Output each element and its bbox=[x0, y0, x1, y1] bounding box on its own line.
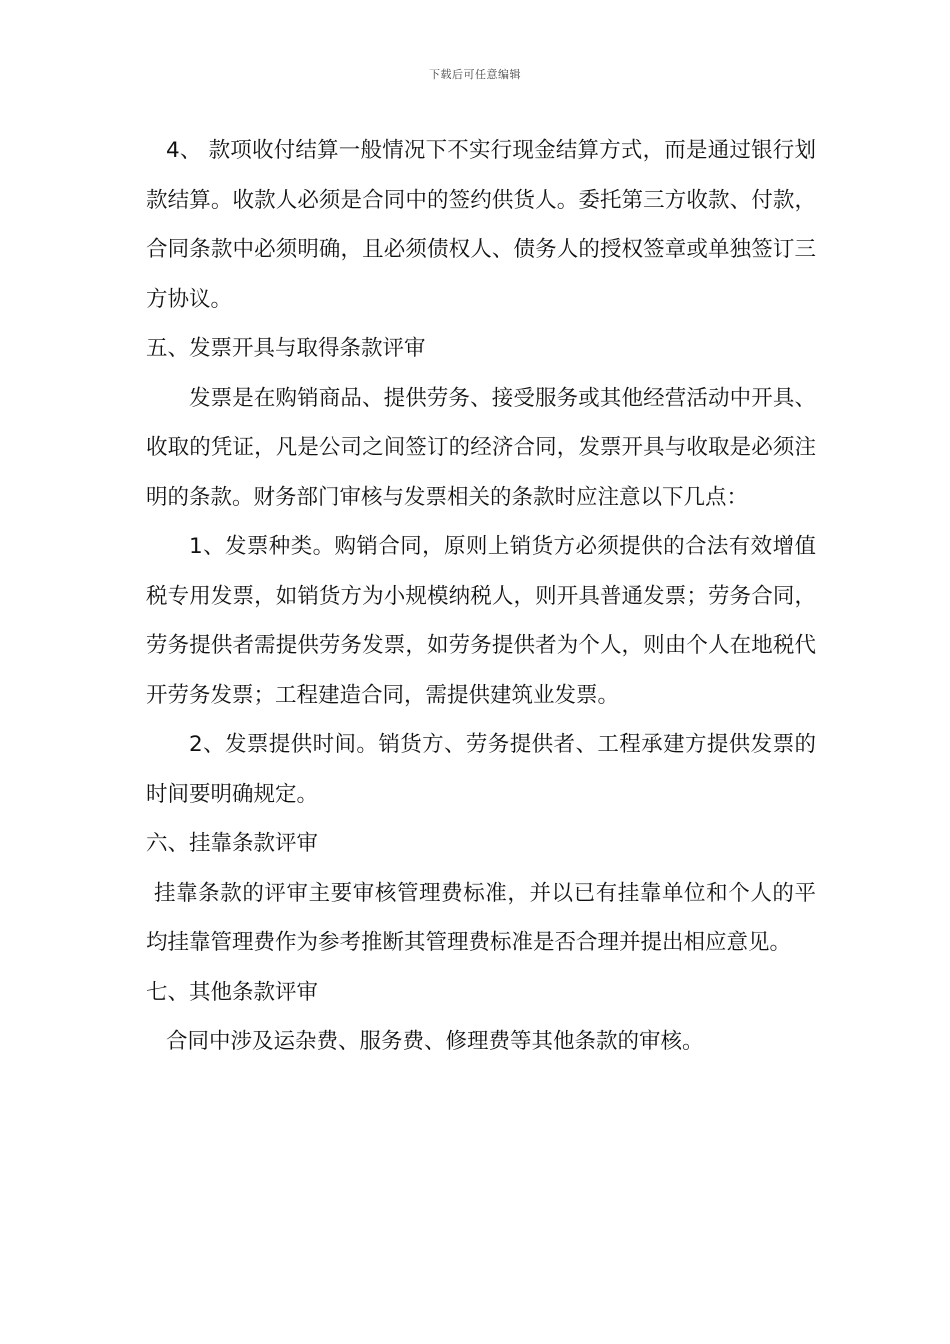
page-header: 下载后可任意编辑 bbox=[429, 68, 521, 81]
paragraph-invoice-intro: 发票是在购销商品、提供劳务、接受服务或其他经营活动中开具、收取的凭证，凡是公司之间签订的经济合同，发票开具与收取是必须注明的条款。财务部门审核与发票相关的条款时应注意以下几点： bbox=[146, 385, 816, 510]
paragraph-other-review: 合同中涉及运杂费、服务费、修理费等其他条款的审核。 bbox=[166, 1029, 704, 1054]
section-heading-other: 七、其他条款评审 bbox=[146, 979, 319, 1005]
paragraph-invoice-type: 1、发票种类。购销合同，原则上销货方必须提供的合法有效增值税专用发票，如销货方为小规模纳税人，则开具普通发票；劳务合同，劳务提供者需提供劳务发票，如劳务提供者为个人，则由个人在地税代开劳务发票；工程建造合同，需提供建筑业发票。 bbox=[146, 534, 816, 708]
section-heading-affiliation: 六、挂靠条款评审 bbox=[146, 831, 319, 856]
paragraph-payment-settlement: 4、 款项收付结算一般情况下不实行现金结算方式，而是通过银行划款结算。收款人必须是合同中的签约供货人。委托第三方收款、付款，合同条款中必须明确，且必须债权人、债务人的授权签章或单独签订三方协议。 bbox=[146, 138, 816, 312]
section-heading-invoice: 五、发票开具与取得条款评审 bbox=[146, 336, 426, 361]
paragraph-invoice-time: 2、发票提供时间。销货方、劳务提供者、工程承建方提供发票的时间要明确规定。 bbox=[146, 732, 816, 807]
paragraph-affiliation-review: 挂靠条款的评审主要审核管理费标准，并以已有挂靠单位和个人的平均挂靠管理费作为参考推断其管理费标准是否合理并提出相应意见。 bbox=[146, 880, 816, 955]
document-body bbox=[146, 126, 816, 1067]
